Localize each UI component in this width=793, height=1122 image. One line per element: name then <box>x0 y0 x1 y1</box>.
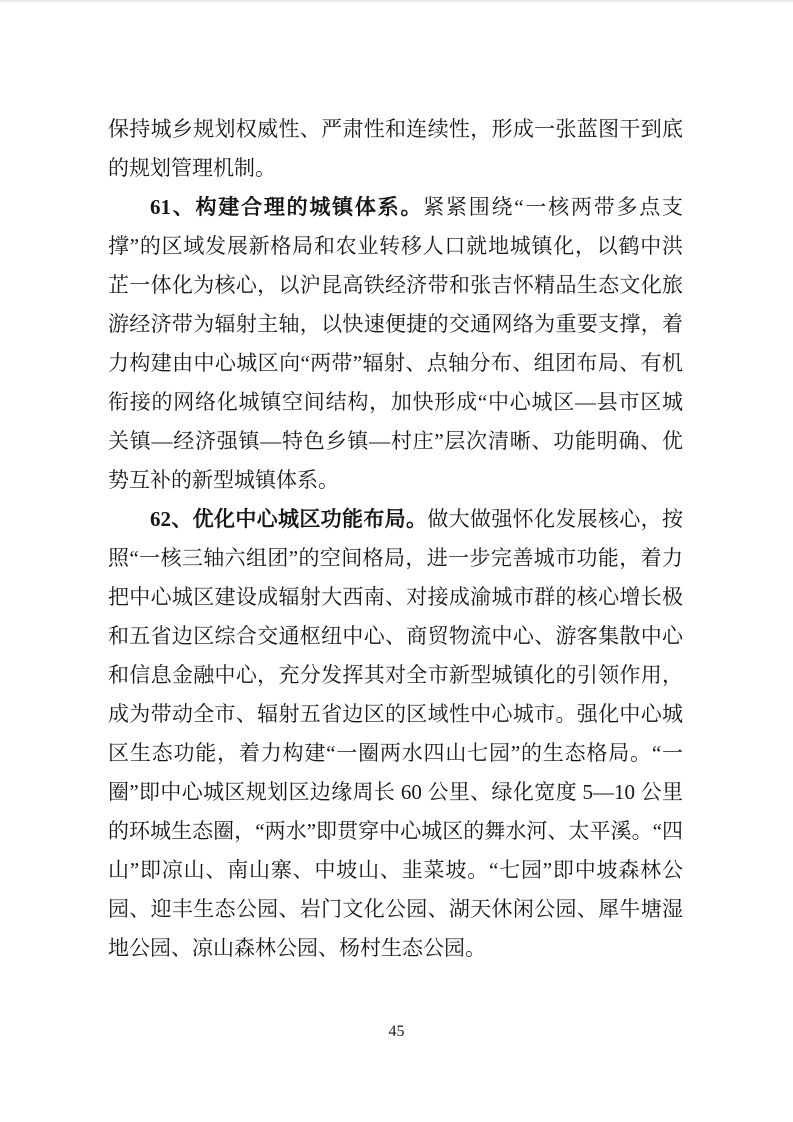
document-text-block <box>108 110 683 968</box>
paragraph-text: 做大做强怀化发展核心，按照“一核三轴六组团”的空间格局，进一步完善城市功能，着力把中心城区建设成辐射大西南、对接成渝城市群的核心增长极和五省边区综合交通枢纽中心、商贸物流中心、游客集散中心和信息金融中心，充分发挥其对全市新型城镇化的引领作用，成为带动全市、辐射五省边区的区域性中心城市。强化中心城区生态功能，着力构建“一圈两水四山七园”的生态格局。“一圈”即中心城区规划区边缘周长 60 公里、绿化宽度 5—10 公里的环城生态圈，“两水”即贯穿中心城区的舞水河、太平溪。“四山”即凉山、南山寨、中坡山、韭菜坡。“七园”即中坡森林公园、迎丰生态公园、岩门文化公园、湖天休闲公园、犀牛塘湿地公园、凉山森林公园、杨村生态公园。 <box>108 507 684 960</box>
paragraph-text: 紧紧围绕“一核两带多点支撑”的区域发展新格局和农业转移人口就地城镇化，以鹤中洪芷一体化为核心，以沪昆高铁经济带和张吉怀精品生态文化旅游经济带为辐射主轴，以快速便捷的交通网络为重要支撑，着力构建由中心城区向“两带”辐射、点轴分布、组团布局、有机衔接的网络化城镇空间结构，加快形成“中心城区—县市区城关镇—经济强镇—特色乡镇—村庄”层次清晰、功能明确、优势互补的新型城镇体系。 <box>108 195 684 492</box>
paragraph <box>108 188 683 500</box>
section-heading: 61、构建合理的城镇体系。 <box>150 195 424 219</box>
paragraph <box>108 500 683 968</box>
page-number: 45 <box>388 1023 405 1040</box>
paragraph-text: 保持城乡规划权威性、严肃性和连续性，形成一张蓝图干到底的规划管理机制。 <box>108 117 683 180</box>
section-heading: 62、优化中心城区功能布局。 <box>150 507 428 531</box>
scan-edge-artifact <box>0 0 793 2</box>
paragraph <box>108 110 683 188</box>
